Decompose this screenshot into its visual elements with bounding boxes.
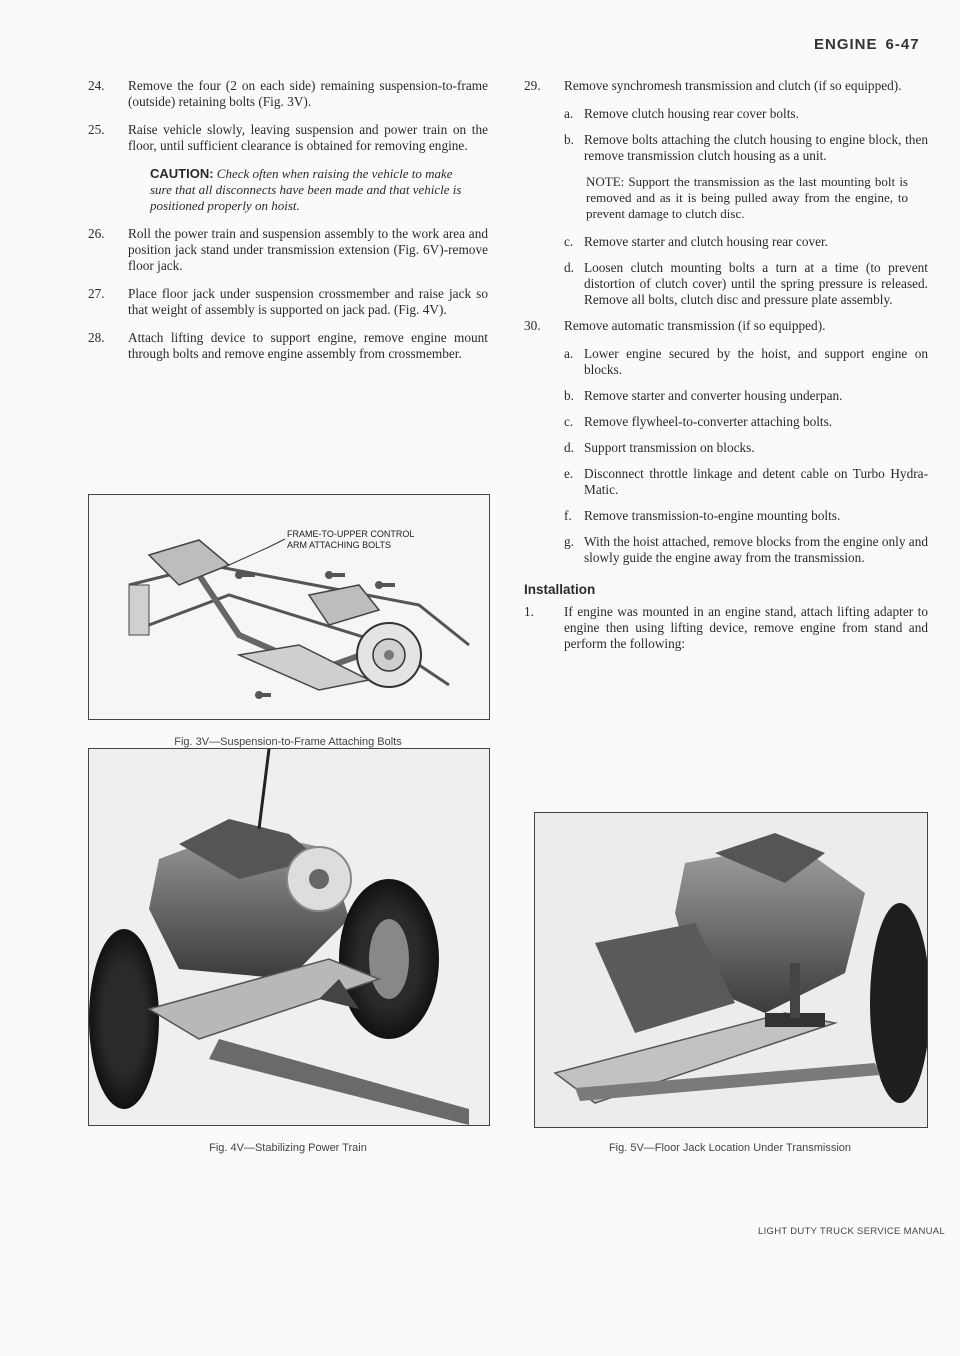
step-24 <box>88 78 488 110</box>
power-train-photo <box>89 749 489 1125</box>
step-number: 30. <box>524 318 541 333</box>
step-number: 24. <box>88 78 105 93</box>
page-header <box>814 36 920 53</box>
installation-step-1 <box>524 604 928 652</box>
figure-5v <box>534 812 928 1128</box>
step-28 <box>88 330 488 362</box>
substep-29c <box>524 234 928 250</box>
substep-letter: a. <box>564 106 574 121</box>
substep-30f <box>524 508 928 524</box>
step-text: If engine was mounted in an engine stand, attach lifting adapter to engine then using lifting device, remove engine from stand and perform the following: <box>564 604 928 651</box>
step-27 <box>88 286 488 318</box>
substep-letter: f. <box>564 508 572 523</box>
caution-label: CAUTION: <box>150 166 214 181</box>
substep-text: Remove bolts attaching the clutch housing to engine block, then remove transmission clutch housing as a unit. <box>584 132 928 163</box>
substep-30d <box>524 440 928 456</box>
substep-30a <box>524 346 928 378</box>
substep-letter: d. <box>564 260 574 275</box>
substep-letter: e. <box>564 466 574 481</box>
step-text: Remove synchromesh transmission and clutch (if so equipped). <box>564 78 902 93</box>
figure-3v <box>88 494 490 720</box>
step-text: Roll the power train and suspension assembly to the work area and position jack stand under transmission extension (Fig. 6V)-remove floor jack. <box>128 226 488 273</box>
substep-letter: c. <box>564 414 574 429</box>
figure-4v <box>88 748 490 1126</box>
footer-manual-title: LIGHT DUTY TRUCK SERVICE MANUAL <box>758 1226 946 1237</box>
step-number: 26. <box>88 226 105 241</box>
figure-3v-caption: Fig. 3V—Suspension-to-Frame Attaching Bolts <box>174 736 402 748</box>
substep-letter: a. <box>564 346 574 361</box>
substep-text: Support transmission on blocks. <box>584 440 755 455</box>
step-text: Remove the four (2 on each side) remaining suspension-to-frame (outside) retaining bolts (Fig. 3V). <box>128 78 488 109</box>
callout-line-2: ARM ATTACHING BOLTS <box>287 540 392 550</box>
substep-text: Remove clutch housing rear cover bolts. <box>584 106 799 121</box>
substep-29b <box>524 132 928 164</box>
step-text: Place floor jack under suspension crossmember and raise jack so that weight of assembly is supported on jack pad. (Fig. 4V). <box>128 286 488 317</box>
substep-text: Remove starter and converter housing underpan. <box>584 388 843 403</box>
step-number: 27. <box>88 286 105 301</box>
substep-30c <box>524 414 928 430</box>
substep-text: Lower engine secured by the hoist, and support engine on blocks. <box>584 346 928 377</box>
step-text: Attach lifting device to support engine, remove engine mount through bolts and remove engine assembly from crossmember. <box>128 330 488 361</box>
step-text: Raise vehicle slowly, leaving suspension and power train on the floor, until sufficient clearance is obtained for removing engine. <box>128 122 488 153</box>
caution-text: Check often when raising the vehicle to make sure that all disconnects have been made and that vehicle is positioned properly on hoist. <box>150 166 462 213</box>
figure-5v-caption: Fig. 5V—Floor Jack Location Under Transmission <box>608 1142 852 1154</box>
section-title: ENGINE <box>814 36 878 53</box>
step-text: Remove automatic transmission (if so equipped). <box>564 318 826 333</box>
substep-30b <box>524 388 928 404</box>
step-number: 28. <box>88 330 105 345</box>
substep-30g <box>524 534 928 566</box>
substep-letter: d. <box>564 440 574 455</box>
page-number: 6-47 <box>885 36 920 53</box>
figure-4v-caption: Fig. 4V—Stabilizing Power Train <box>209 1142 367 1154</box>
step-25 <box>88 122 488 154</box>
installation-heading: Installation <box>524 582 596 597</box>
substep-text: With the hoist attached, remove blocks from the engine only and slowly guide the engine away from the transmission. <box>584 534 928 565</box>
substep-text: Remove starter and clutch housing rear cover. <box>584 234 829 249</box>
substep-30e <box>524 466 928 498</box>
step-26 <box>88 226 488 274</box>
note-block: NOTE: Support the transmission as the last mounting bolt is removed and as it is being pulled away from the engine, to prevent damage to clutch disc. <box>586 174 908 221</box>
step-29 <box>524 78 928 94</box>
substep-letter: b. <box>564 388 574 403</box>
caution-block <box>150 166 468 214</box>
step-number: 1. <box>524 604 534 619</box>
step-number: 29. <box>524 78 541 93</box>
callout-line-1: FRAME-TO-UPPER CONTROL <box>287 529 415 539</box>
step-30 <box>524 318 928 334</box>
right-column <box>524 78 928 664</box>
substep-text: Disconnect throttle linkage and detent cable on Turbo Hydra-Matic. <box>584 466 928 497</box>
step-number: 25. <box>88 122 105 137</box>
suspension-illustration <box>89 495 489 719</box>
substep-29d <box>524 260 928 308</box>
substep-letter: c. <box>564 234 574 249</box>
substep-text: Remove transmission-to-engine mounting bolts. <box>584 508 841 523</box>
left-column <box>88 78 488 374</box>
floor-jack-photo <box>535 813 927 1127</box>
substep-letter: g. <box>564 534 574 549</box>
substep-29a <box>524 106 928 122</box>
substep-text: Remove flywheel-to-converter attaching bolts. <box>584 414 833 429</box>
substep-letter: b. <box>564 132 574 147</box>
substep-text: Loosen clutch mounting bolts a turn at a time (to prevent distortion of clutch cover) until the spring pressure is released. Remove all bolts, clutch disc and pressure plate assembly. <box>584 260 928 307</box>
